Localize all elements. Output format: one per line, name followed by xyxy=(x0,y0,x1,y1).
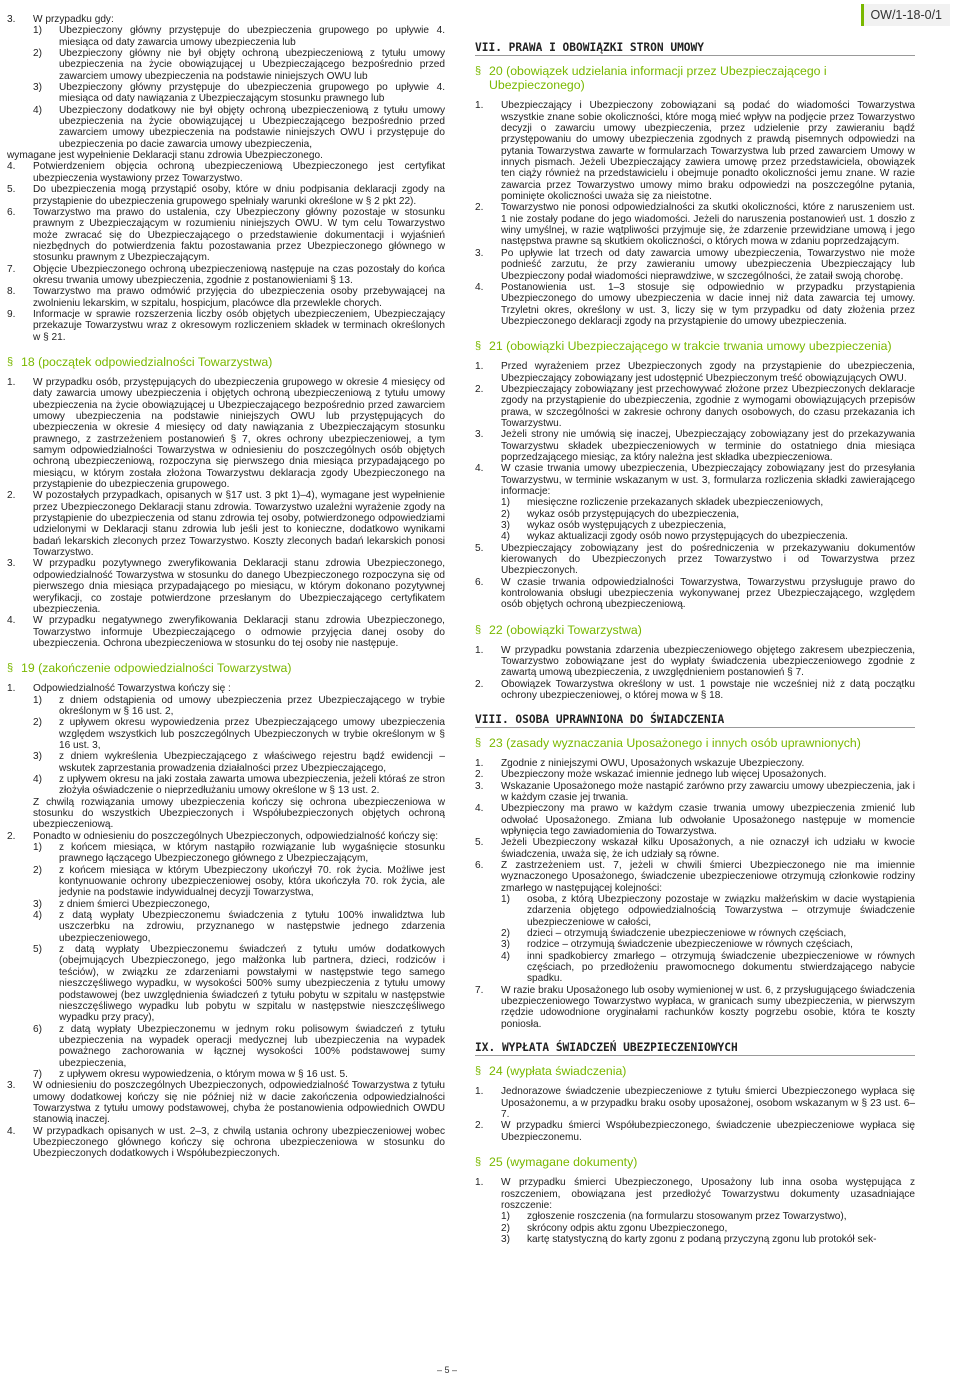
list-item xyxy=(475,769,915,780)
item-number: 2. xyxy=(475,202,484,214)
sub-list xyxy=(7,842,445,1080)
numbered-list xyxy=(7,1080,445,1159)
item-text: osoba, z którą Ubezpieczony pozostaje w związku małżeńskim w dacie wystąpienia zdarzenia objętego odpowiedzialnością Towarzystwa – otrzymuje świadczenie ubezpieczeniowe w całości, xyxy=(527,893,915,928)
item-text: W przypadku negatywnego zweryfikowania Deklaracji stanu zdrowia Ubezpieczonego, Towarzystwo informuje Ubezpieczającego o odmowie przyjęcia danej osoby do ubezpieczenia. Ochrona ubezpieczeniowa w stosunku do tej osoby nie następuje. xyxy=(33,615,445,649)
item-number: 9. xyxy=(7,308,16,320)
list-item xyxy=(475,645,915,679)
list-item xyxy=(7,1080,445,1125)
item-text: Ubezpieczający zobowiązany jest przechowywać złożone przez Ubezpieczonych deklaracje zgody na przystąpienie do ubezpieczenia, zgodnie z wymogami obowiązujących przepisów prawa, w szczególności w zakresie ochrony danych osobowych, do czasu przekazania ich Towarzystwu. xyxy=(501,383,915,429)
item-text: wykaz aktualizacji zgody osób nowo przystępujących do ubezpieczenia. xyxy=(527,531,848,543)
item-text: Ubezpieczony może wskazać imiennie jednego lub więcej Uposażonych. xyxy=(501,769,827,781)
item-number: 3. xyxy=(475,780,484,792)
item-number: 1) xyxy=(33,694,42,706)
section-heading-text: 20 (obowiązek udzielania informacji przez Ubezpieczającego i Ubezpieczonego) xyxy=(489,64,827,93)
item-number: 3) xyxy=(33,898,42,910)
sub-list-item xyxy=(475,531,915,542)
list-item xyxy=(7,558,445,615)
item-text: W odniesieniu do poszczególnych Ubezpieczonych, odpowiedzialność Towarzystwa z tytułu umowy dodatkowej kończy się nie później niż w dacie zakończenia odpowiedzialności Towarzystwa z tytułu umowy podstawowej, chyba że postanowienia odpowiednich OWDU stanowią inaczej. xyxy=(33,1080,445,1126)
sub-list-item xyxy=(475,951,915,985)
sub-list xyxy=(7,25,445,150)
list-item xyxy=(475,1120,915,1143)
sub-list-item xyxy=(7,82,445,105)
item-number: 3) xyxy=(33,82,42,94)
list-item xyxy=(7,1126,445,1160)
list-item xyxy=(475,543,915,577)
item-text: z upływem okresu wypowiedzenia, o którym mowa w § 16 ust. 5. xyxy=(59,1068,348,1080)
item-text: Ubezpieczony główny nie był objęty ochroną ubezpieczeniową z tytułu umowy ubezpieczenia na życie obowiązującej u Ubezpieczającego bezpośrednio przed zawarciem umowy ubezpieczenia na podstawie niniejszych OWU lub xyxy=(59,48,445,82)
item-text: z datą wypłaty Ubezpieczonemu w jednym roku polisowym świadczeń z tytułu ubezpieczenia na wypadek operacji medycznej lub ubezpieczenia na wypadek poważnego zachorowania w łącznej wysokości 100% podstawowej sumy ubezpieczenia, xyxy=(59,1023,445,1069)
numbered-list xyxy=(475,645,915,702)
item-number: 4) xyxy=(33,773,42,785)
sub-list-item xyxy=(475,939,915,950)
numbered-list xyxy=(475,543,915,611)
section-sign-icon: § xyxy=(475,1156,482,1169)
item-number: 2. xyxy=(7,490,16,502)
list-item xyxy=(7,309,445,343)
item-text: Ubezpieczony główny przystępuje do ubezpieczenia grupowego po upływie 4. miesiąca od daty nawiązania z Ubezpieczającym stosunku prawnego lub xyxy=(59,82,445,105)
item-text: Jeżeli strony nie umówią się inaczej, Ubezpieczający zobowiązany jest do przekazywania Towarzystwu składek ubezpieczeniowych w terminie do ostatniego dnia miesiąca poprzedzającego miesiąc, za który należna jest składka ubezpieczeniowa. xyxy=(501,429,915,463)
item-number: 1. xyxy=(475,1177,484,1189)
list-item xyxy=(475,282,915,327)
item-text: z datą wypłaty Ubezpieczonemu świadczenia z tytułu 100% inwalidztwa lub uszczerbku na zdrowiu, przyznanego w następstwie jednego zdarzenia ubezpieczeniowego, xyxy=(59,910,445,944)
numbered-list xyxy=(475,361,915,497)
item-text: Ubezpieczający i Ubezpieczony zobowiązani są podać do wiadomości Towarzystwa wszystkie znane sobie okoliczności, które mogą mieć wpływ na podjęcie przez Towarzystwo decyzji o zawarciu umowy ubezpieczenia, przez udzielenie przy zawieraniu bądź przystępowaniu do umowy ubezpieczenia zgodnych z prawdą pisemnych odpowiedzi na pytania Towarzystwa zawarte w formularzach Towarzystwa lub przed zawarciem Umowy w innych pismach. Jeżeli Ubezpieczający zawiera umowę przez przedstawiciela, obowiązek ten ciąży również na przedstawicielu i obejmuje ponadto okoliczności jemu znane. W razie zawarcia przez Towarzystwo umowy mimo braku odpowiedzi na poszczególne pytania, pominięte okoliczności uważa się za nieistotne. xyxy=(501,100,915,203)
item-number: 6) xyxy=(33,1023,42,1035)
document-id: OW/1-18-0/1 xyxy=(861,4,950,26)
item-number: 4. xyxy=(475,281,484,293)
list-item xyxy=(475,361,915,384)
list-item xyxy=(7,14,445,25)
left-column xyxy=(7,14,445,1160)
item-number: 5. xyxy=(7,184,16,196)
item-text: zgłoszenie roszczenia (na formularzu stosowanym przez Towarzystwo), xyxy=(527,1211,847,1223)
numbered-list xyxy=(7,377,445,649)
item-number: 7. xyxy=(475,984,484,996)
list-item xyxy=(475,202,915,247)
sub-list xyxy=(475,894,915,985)
section-heading-25 xyxy=(475,1155,915,1169)
list-item xyxy=(475,463,915,497)
section-sign-icon: § xyxy=(475,736,482,749)
section-heading-text: 19 (zakończenie odpowiedzialności Towarzystwa) xyxy=(21,661,292,676)
item-number: 1. xyxy=(475,644,484,656)
item-text: z dniem odstąpienia od umowy ubezpieczenia przez Ubezpieczającego w trybie określonym w § 16 ust. 2, xyxy=(59,694,445,717)
item-number: 7) xyxy=(33,1068,42,1080)
item-text: W przypadku osób, przystępujących do ubezpieczenia grupowego w okresie 4 miesięcy od daty zawarcia umowy ubezpieczenia i objętych ochroną ubezpieczeniową z tytułu umowy ubezpieczenia na życie obowiązującej u Ubezpieczającego bezpośrednio przed zawarciem umowy ubezpieczenia na podstawie niniejszych OWU lub przystępujących do ubezpieczenia w okresie 4 miesięcy od daty nawiązania z Ubezpieczającym stosunku prawnego, z zastrzeżeniem postanowień § 7, okres ochrony ubezpieczeniowej, a tym samym odpowiedzialności Towarzystwa w odniesieniu do poszczególnych osób objętych ochroną ubezpieczeniową, rozpoczyna się pierwszego dnia miesiąca przypadającego po miesiącu, w którym została złożona Towarzystwu deklaracja zgody Ubezpieczonego na przystąpienie do ubezpieczenia grupowego. xyxy=(33,376,445,491)
sub-list-item xyxy=(7,1024,445,1069)
item-number: 1. xyxy=(475,361,484,373)
item-text: z dniem śmierci Ubezpieczonego, xyxy=(59,898,210,910)
sub-list-item xyxy=(475,1223,915,1234)
sub-list-item xyxy=(7,899,445,910)
item-text: Towarzystwo ma prawo do ustalenia, czy Ubezpieczony główny pozostaje w stosunku prawnym z Ubezpieczającym w rozumieniu niniejszych OWU. W tym celu Towarzystwo może zwracać się do Ubezpieczającego o przedstawienie dokumentacji i wyjaśnień niezbędnych do potwierdzenia faktu pozostawania przez Ubezpieczonego głównego w stosunku prawnym z Ubezpieczającym. xyxy=(33,206,445,264)
sub-list-item xyxy=(475,1211,915,1222)
item-number: 4. xyxy=(475,463,484,475)
item-number: 2. xyxy=(475,1120,484,1132)
item-text: W przypadku gdy: xyxy=(33,14,114,25)
list-item xyxy=(7,490,445,558)
item-number: 1) xyxy=(501,497,510,509)
item-number: 1) xyxy=(501,1211,510,1223)
sub-list-item xyxy=(475,497,915,508)
item-text: Po upływie lat trzech od daty zawarcia umowy ubezpieczenia, Towarzystwo nie może podnieść zarzutu, że przy zawieraniu umowy ubezpieczenia Ubezpieczający lub Ubezpieczony podał wiadomości nieprawdziwe, w szczególności, że zataił swoją chorobę. xyxy=(501,247,915,282)
paragraph: Z chwilą rozwiązania umowy ubezpieczenia kończy się ochrona ubezpieczeniowa w stosunku do wszystkich Ubezpieczonych i Współubezpieczonych objętych ochroną ubezpieczeniową. xyxy=(33,796,445,831)
section-sign-icon: § xyxy=(475,1065,482,1078)
item-text: Ubezpieczony dodatkowy nie był objęty ochroną ubezpieczeniową z tytułu umowy ubezpieczenia na życie obowiązującej u Ubezpieczającego bezpośrednio przed zawarciem umowy ubezpieczenia na podstawie niniejszych OWU i przystępuje do ubezpieczenia po dacie zawarcia umowy ubezpieczenia, xyxy=(59,104,445,150)
item-text: Wskazanie Uposażonego może nastąpić zarówno przy zawarciu umowy ubezpieczenia, jak i w każdym czasie jej trwania. xyxy=(501,780,915,803)
sub-list-item xyxy=(475,520,915,531)
list-item xyxy=(475,803,915,837)
sub-list-item xyxy=(7,944,445,1023)
item-number: 1. xyxy=(475,1086,484,1098)
section-heading-24 xyxy=(475,1064,915,1078)
item-number: 3) xyxy=(501,1233,510,1245)
item-text: z końcem miesiąca w którym Ubezpieczony ukończył 70. rok życia. Możliwe jest kontynuowanie ochrony ubezpieczeniowej osoby, która ukończyła 70. rok życia, ale jedynie na podstawie indywidualnej decyzji Towarzystwa, xyxy=(59,864,445,899)
item-text: z upływem okresu na jaki została zawarta umowa ubezpieczenia, jeżeli któraś ze stron złożyła oświadczenie o nieprzedłużaniu umowy określone w § 13 ust. 2. xyxy=(59,773,445,797)
item-text: W razie braku Uposażonego lub osoby wymienionej w ust. 6, z przysługującego świadczenia ubezpieczeniowego Towarzystwo wypłaca, w granicach sumy ubezpieczenia, w pierwszym rzędzie udowodnione oryginałami rachunków koszty pogrzebu osobie, która te koszty poniosła. xyxy=(501,984,915,1030)
item-number: 4. xyxy=(7,161,16,173)
item-number: 2) xyxy=(501,508,510,520)
item-text: z końcem miesiąca, w którym nastąpiło rozwiązanie lub wygaśnięcie stosunku prawnego łączącego Ubezpieczonego głównego z Ubezpieczającym, xyxy=(59,842,445,865)
list-item xyxy=(7,615,445,649)
item-text: Obowiązek Towarzystwa określony w ust. 1 powstaje nie wcześniej niż z datą początku ochrony ubezpieczeniowej, o której mowa w § 18. xyxy=(501,678,915,702)
page-number: – 5 – xyxy=(437,1365,458,1375)
section-heading-18 xyxy=(7,355,445,369)
section-sign-icon: § xyxy=(475,623,482,636)
item-text: rodzice – otrzymują świadczenie ubezpieczeniowe w równych częściach, xyxy=(527,939,853,951)
list-item xyxy=(475,758,915,769)
item-text: W pozostałych przypadkach, opisanych w §17 ust. 3 pkt 1)–4), wymagane jest wypełnienie przez Ubezpieczonego Deklaracji stanu zdrowia. Towarzystwo uzależni wyrażenie zgody na przystąpienie do ubezpieczenia od stanu zdrowia tej osoby, potwierdzonego odpowiedziami udzielonymi w Deklaracji stanu zdrowia lub jeśli jest to konieczne, dodatkowo wynikami badań lekarskich zleconych przez Towarzystwo. Koszty zleconych badań lekarskich ponosi Towarzystwo. xyxy=(33,490,445,559)
list-item xyxy=(475,100,915,202)
item-number: 3. xyxy=(7,1080,16,1092)
sub-list xyxy=(7,695,445,797)
item-number: 1. xyxy=(7,683,16,695)
list-item xyxy=(7,161,445,184)
list-item xyxy=(475,837,915,860)
list-item xyxy=(475,384,915,429)
list-item xyxy=(475,1177,915,1211)
section-sign-icon: § xyxy=(475,340,482,353)
sub-list-item xyxy=(7,48,445,82)
item-number: 5) xyxy=(33,944,42,956)
item-number: 1. xyxy=(7,376,16,388)
item-text: W czasie trwania umowy ubezpieczenia, Ubezpieczający zobowiązany jest do przesyłania Towarzystwu, w terminie wskazanym w ust. 3, formularza rozliczenia składki zawierającego informacje: xyxy=(501,463,915,497)
item-number: 3. xyxy=(7,558,16,570)
section-heading-21 xyxy=(475,339,915,353)
section-sign-icon: § xyxy=(7,662,14,675)
numbered-list xyxy=(475,1086,915,1143)
item-text: Jeżeli Ubezpieczony wskazał kilku Uposażonych, a nie oznaczył ich udziału w kwocie świadczenia, uważa się, że ich udziały są równe. xyxy=(501,837,915,860)
item-number: 2. xyxy=(7,830,16,842)
numbered-list xyxy=(475,100,915,327)
item-text: dzieci – otrzymują świadczenie ubezpieczeniowe w równych częściach, xyxy=(527,928,847,939)
sub-list-item xyxy=(7,695,445,718)
item-text: miesięczne rozliczenie przekazanych składek ubezpieczeniowych, xyxy=(527,497,824,509)
item-number: 4) xyxy=(501,531,510,543)
right-column xyxy=(475,36,915,1245)
item-text: Ubezpieczający zobowiązany jest do pośredniczenia w przekazywaniu dokumentów kierowanych do Ubezpieczonych przez Towarzystwo i od Towarzystwa przez Ubezpieczonych. xyxy=(501,542,915,577)
item-number: 4. xyxy=(7,1125,16,1137)
item-text: Zgodnie z niniejszymi OWU, Uposażonych wskazuje Ubezpieczony. xyxy=(501,757,805,769)
item-text: W przypadku pozytywnego zweryfikowania Deklaracji stanu zdrowia Ubezpieczonego, odpowiedzialność Towarzystwa w stosunku do danego Ubezpieczonego rozpoczyna się od pierwszego dnia miesiąca przypadającego po miesiącu, w którym dokonano pozytywnej weryfikacji, co zostaje potwierdzone przesłanym do Ubezpieczającego certyfikatem ubezpieczenia. xyxy=(33,558,445,615)
item-text: W przypadkach opisanych w ust. 2–3, z chwilą ustania ochrony ubezpieczeniowej wobec Ubezpieczonego głównego kończy się ochrona ubezpieczeniowa w stosunku do Ubezpieczonych dodatkowych i Współubezpieczonych. xyxy=(33,1125,445,1160)
list-item xyxy=(475,860,915,894)
item-number: 7. xyxy=(7,263,16,275)
item-number: 4) xyxy=(33,104,42,116)
list-item xyxy=(7,207,445,264)
item-number: 2) xyxy=(33,864,42,876)
item-number: 2. xyxy=(475,678,484,690)
item-text: Ubezpieczony główny przystępuje do ubezpieczenia grupowego po upływie 4. miesiąca od daty zawarcia umowy ubezpieczenia lub xyxy=(59,25,445,48)
list-item xyxy=(475,985,915,1030)
list-item xyxy=(475,248,915,282)
sub-list-item xyxy=(7,842,445,865)
item-text: W przypadku powstania zdarzenia ubezpieczeniowego objętego zakresem ubezpieczenia, Towarzystwo zobowiązane jest do wypłaty świadczenia ubezpieczeniowego zgodnie z zawartą umową ubezpieczenia, z uwzględnieniem postanowień § 7. xyxy=(501,644,915,679)
item-text: Towarzystwo nie ponosi odpowiedzialności za skutki okoliczności, które z naruszeniem ust. 1 nie zostały podane do jego wiadomości. Jeżeli do naruszenia postanowień ust. 1 doszło z winy umyślnej, w razie wątpliwości przyjmuje się, że zdarzenie przewidziane umową i jego następstwa prawne są skutkiem okoliczności, o których mowa w zdaniu poprzedzającym. xyxy=(501,202,915,248)
numbered-list xyxy=(7,161,445,343)
item-text: Postanowienia ust. 1–3 stosuje się odpowiednio w przypadku przystąpienia Ubezpieczonego do umowy ubezpieczenia w dacie innej niż data zawarcia tej umowy. Trzyletni okres, określony w ust. 3, liczy się w tym przypadku od daty złożenia przez Ubezpieczonego deklaracji zgody na przystąpienie do umowy ubezpieczenia. xyxy=(501,281,915,327)
paragraph: wymagane jest wypełnienie Deklaracji stanu zdrowia Ubezpieczonego. xyxy=(7,150,323,162)
numbered-list xyxy=(475,985,915,1030)
list-item xyxy=(7,184,445,207)
item-number: 1) xyxy=(501,893,510,905)
sub-list-item xyxy=(7,1069,445,1080)
sub-list-item xyxy=(7,865,445,899)
item-text: z datą wypłaty Ubezpieczonemu świadczeń z tytułu umów dodatkowych (obejmujących Ubezpieczonego, jego małżonka lub partnera, dzieci, rodziców i teściów), w związku ze zdarzeniami powstałymi w następstwie tego samego nieszczęśliwego wypadku, w wysokości 500% sumy ubezpieczenia z tytułu umowy podstawowej (bez uwzględnienia świadczeń z tytułu pobytu w szpitalu w następstwie nieszczęśliwego wypadku lub pobytu w szpitalu w następstwie nieszczęśliwego wypadku przy pracy), xyxy=(59,944,445,1024)
item-text: Ponadto w odniesieniu do poszczególnych Ubezpieczonych, odpowiedzialność kończy się: xyxy=(33,830,439,842)
item-number: 3) xyxy=(33,751,42,763)
section-heading-20 xyxy=(475,64,915,92)
item-text: kartę statystyczną do karty zgonu z podaną przyczyną zgonu lub protokół sek- xyxy=(527,1233,877,1245)
section-heading-text: 22 (obowiązki Towarzystwa) xyxy=(489,622,642,637)
section-heading-text: 23 (zasady wyznaczania Uposażonego i innych osób uprawnionych) xyxy=(489,735,861,750)
sub-list-item xyxy=(7,751,445,774)
item-number: 1) xyxy=(33,25,42,37)
item-number: 2) xyxy=(33,717,42,729)
item-number: 4) xyxy=(33,910,42,922)
item-number: 5. xyxy=(475,542,484,554)
list-item xyxy=(7,286,445,309)
chapter-heading-vii: VII. PRAWA I OBOWIĄZKI STRON UMOWY xyxy=(475,42,915,56)
list-item xyxy=(7,683,445,694)
item-number: 6. xyxy=(475,576,484,588)
section-heading-text: 24 (wypłata świadczenia) xyxy=(489,1064,627,1079)
item-number: 4) xyxy=(501,950,510,962)
section-heading-text: 25 (wymagane dokumenty) xyxy=(489,1155,638,1170)
item-number: 1. xyxy=(475,100,484,112)
sub-list-item xyxy=(7,105,445,150)
item-number: 2) xyxy=(501,928,510,939)
section-sign-icon: § xyxy=(7,355,14,368)
sub-list-item xyxy=(7,910,445,944)
item-text: Do ubezpieczenia mogą przystąpić osoby, które w dniu podpisania deklaracji zgody na przystąpienie do ubezpieczenia grupowego spełniały warunki określone w § 2 pkt 22). xyxy=(33,184,445,207)
item-text: Objęcie Ubezpieczonego ochroną ubezpieczeniową następuje na czas pozostały do końca okresu trwania umowy ubezpieczenia, zgodnie z postanowieniami § 13. xyxy=(33,263,445,286)
item-number: 2) xyxy=(501,1222,510,1234)
chapter-heading-viii: VIII. OSOBA UPRAWNIONA DO ŚWIADCZENIA xyxy=(475,714,915,728)
item-text: Towarzystwo ma prawo odmówić przyjęcia do ubezpieczenia osoby przebywającej na zwolnieniu lekarskim, w szpitalu, hospicjum, placówce dla przewlekle chorych. xyxy=(33,286,445,309)
list-item xyxy=(7,377,445,490)
item-text: Przed wyrażeniem przez Ubezpieczonych zgody na przystąpienie do ubezpieczenia, Ubezpieczający zobowiązany jest udostępnić Ubezpieczonym treść obowiązujących OWU. xyxy=(501,361,915,384)
sub-list-item xyxy=(7,25,445,48)
numbered-list xyxy=(475,1177,915,1211)
item-number: 6. xyxy=(475,859,484,871)
section-sign-icon: § xyxy=(475,65,482,78)
item-number: 3. xyxy=(475,429,484,441)
list-item xyxy=(475,577,915,611)
item-text: wykaz osób przystępujących do ubezpieczenia, xyxy=(527,508,740,520)
item-text: z upływem okresu wypowiedzenia przez Ubezpieczającego umowy ubezpieczenia względem wszystkich lub poszczególnych Ubezpieczonych w trybie określonym w § 16 ust. 3, xyxy=(59,717,445,751)
item-text: Ubezpieczony ma prawo w każdym czasie trwania umowy ubezpieczenia zmienić lub odwołać Uposażonego. Zmiana lub odwołanie Uposażonego następuje w momencie wpłynięcia tego zawiadomienia do Towarzystwa. xyxy=(501,803,915,837)
item-number: 3) xyxy=(501,520,510,532)
item-text: Jednorazowe świadczenie ubezpieczeniowe z tytułu śmierci Ubezpieczonego wypłaca się Uposażonemu, a w przypadku braku osoby uposażonej, osobom wskazanym w § 23 ust. 6–7. xyxy=(501,1086,915,1121)
section-heading-text: 18 (początek odpowiedzialności Towarzystwa) xyxy=(21,354,273,369)
item-text: inni spadkobiercy zmarłego – otrzymują świadczenie ubezpieczeniowe w równych częściach, po przedłożeniu prawomocnego dokumentu stwierdzającego nabycie spadku. xyxy=(527,950,915,985)
section-heading-22 xyxy=(475,623,915,637)
item-number: 3. xyxy=(7,14,16,25)
sub-list-item xyxy=(475,509,915,520)
list-item xyxy=(475,1086,915,1120)
section-heading-text: 21 (obowiązki Ubezpieczającego w trakcie trwania umowy ubezpieczenia) xyxy=(489,339,892,354)
item-number: 5. xyxy=(475,837,484,849)
sub-list xyxy=(475,1211,915,1245)
list-item xyxy=(475,679,915,702)
item-text: Z zastrzeżeniem ust. 7, jeżeli w chwili śmierci Ubezpieczonego nie ma imiennie wyznaczonego Uposażonego, świadczenie ubezpieczeniowe otrzymują członkowie rodziny zmarłego w następującej kolejności: xyxy=(501,859,915,894)
list-item xyxy=(7,831,445,842)
item-text: W czasie trwania odpowiedzialności Towarzystwa, Towarzystwu przysługuje prawo do kontrolowania obsługi ubezpieczenia wykonywanej przez Ubezpieczającego, względem osób objętych ochroną ubezpieczeniową. xyxy=(501,576,915,611)
chapter-heading-ix: IX. WYPŁATA ŚWIADCZEŃ UBEZPIECZENIOWYCH xyxy=(475,1042,915,1056)
item-number: 6. xyxy=(7,206,16,218)
list-item xyxy=(475,781,915,804)
sub-list-item xyxy=(475,928,915,939)
item-number: 3. xyxy=(475,247,484,259)
list-item xyxy=(475,429,915,463)
item-number: 2. xyxy=(475,769,484,781)
item-number: 3) xyxy=(501,939,510,951)
list-item xyxy=(7,264,445,287)
numbered-list xyxy=(475,758,915,894)
item-number: 1. xyxy=(475,757,484,769)
item-text: Odpowiedzialność Towarzystwa kończy się : xyxy=(33,683,231,695)
section-heading-19 xyxy=(7,661,445,675)
item-text: wykaz osób występujących z ubezpieczenia, xyxy=(527,520,727,532)
item-number: 4. xyxy=(475,803,484,815)
sub-list-item xyxy=(475,894,915,928)
sub-list-item xyxy=(475,1234,915,1245)
item-number: 8. xyxy=(7,286,16,298)
item-text: W przypadku śmierci Ubezpieczonego, Uposażony lub inna osoba występująca z roszczeniem, obowiązana jest przedłożyć Towarzystwu dokumenty uzasadniające roszczenie: xyxy=(501,1177,915,1211)
item-text: W przypadku śmierci Współubezpieczonego, świadczenie ubezpieczeniowe wypłaca się Ubezpieczonemu. xyxy=(501,1120,915,1143)
section-heading-23 xyxy=(475,736,915,750)
sub-list xyxy=(475,497,915,542)
sub-list-item xyxy=(7,774,445,797)
item-text: skrócony odpis aktu zgonu Ubezpieczonego, xyxy=(527,1222,728,1234)
sub-list-item xyxy=(7,717,445,751)
item-text: z dniem wykreślenia Ubezpieczającego z właściwego rejestru bądź ewidencji – wskutek zaprzestania prowadzenia działalności przez Ubezpieczającego, xyxy=(59,751,445,774)
item-number: 1) xyxy=(33,842,42,854)
item-text: Informacje w sprawie rozszerzenia liczby osób objętych ubezpieczeniem, Ubezpieczający przekazuje Towarzystwu wraz z okresowym rozliczeniem składek w terminach określonych w § 21. xyxy=(33,308,445,343)
item-number: 2. xyxy=(475,383,484,395)
item-number: 2) xyxy=(33,48,42,60)
item-text: Potwierdzeniem objęcia ochroną ubezpieczeniową Ubezpieczonego jest certyfikat ubezpieczenia wystawiony przez Towarzystwo. xyxy=(33,161,445,184)
item-number: 4. xyxy=(7,615,16,627)
